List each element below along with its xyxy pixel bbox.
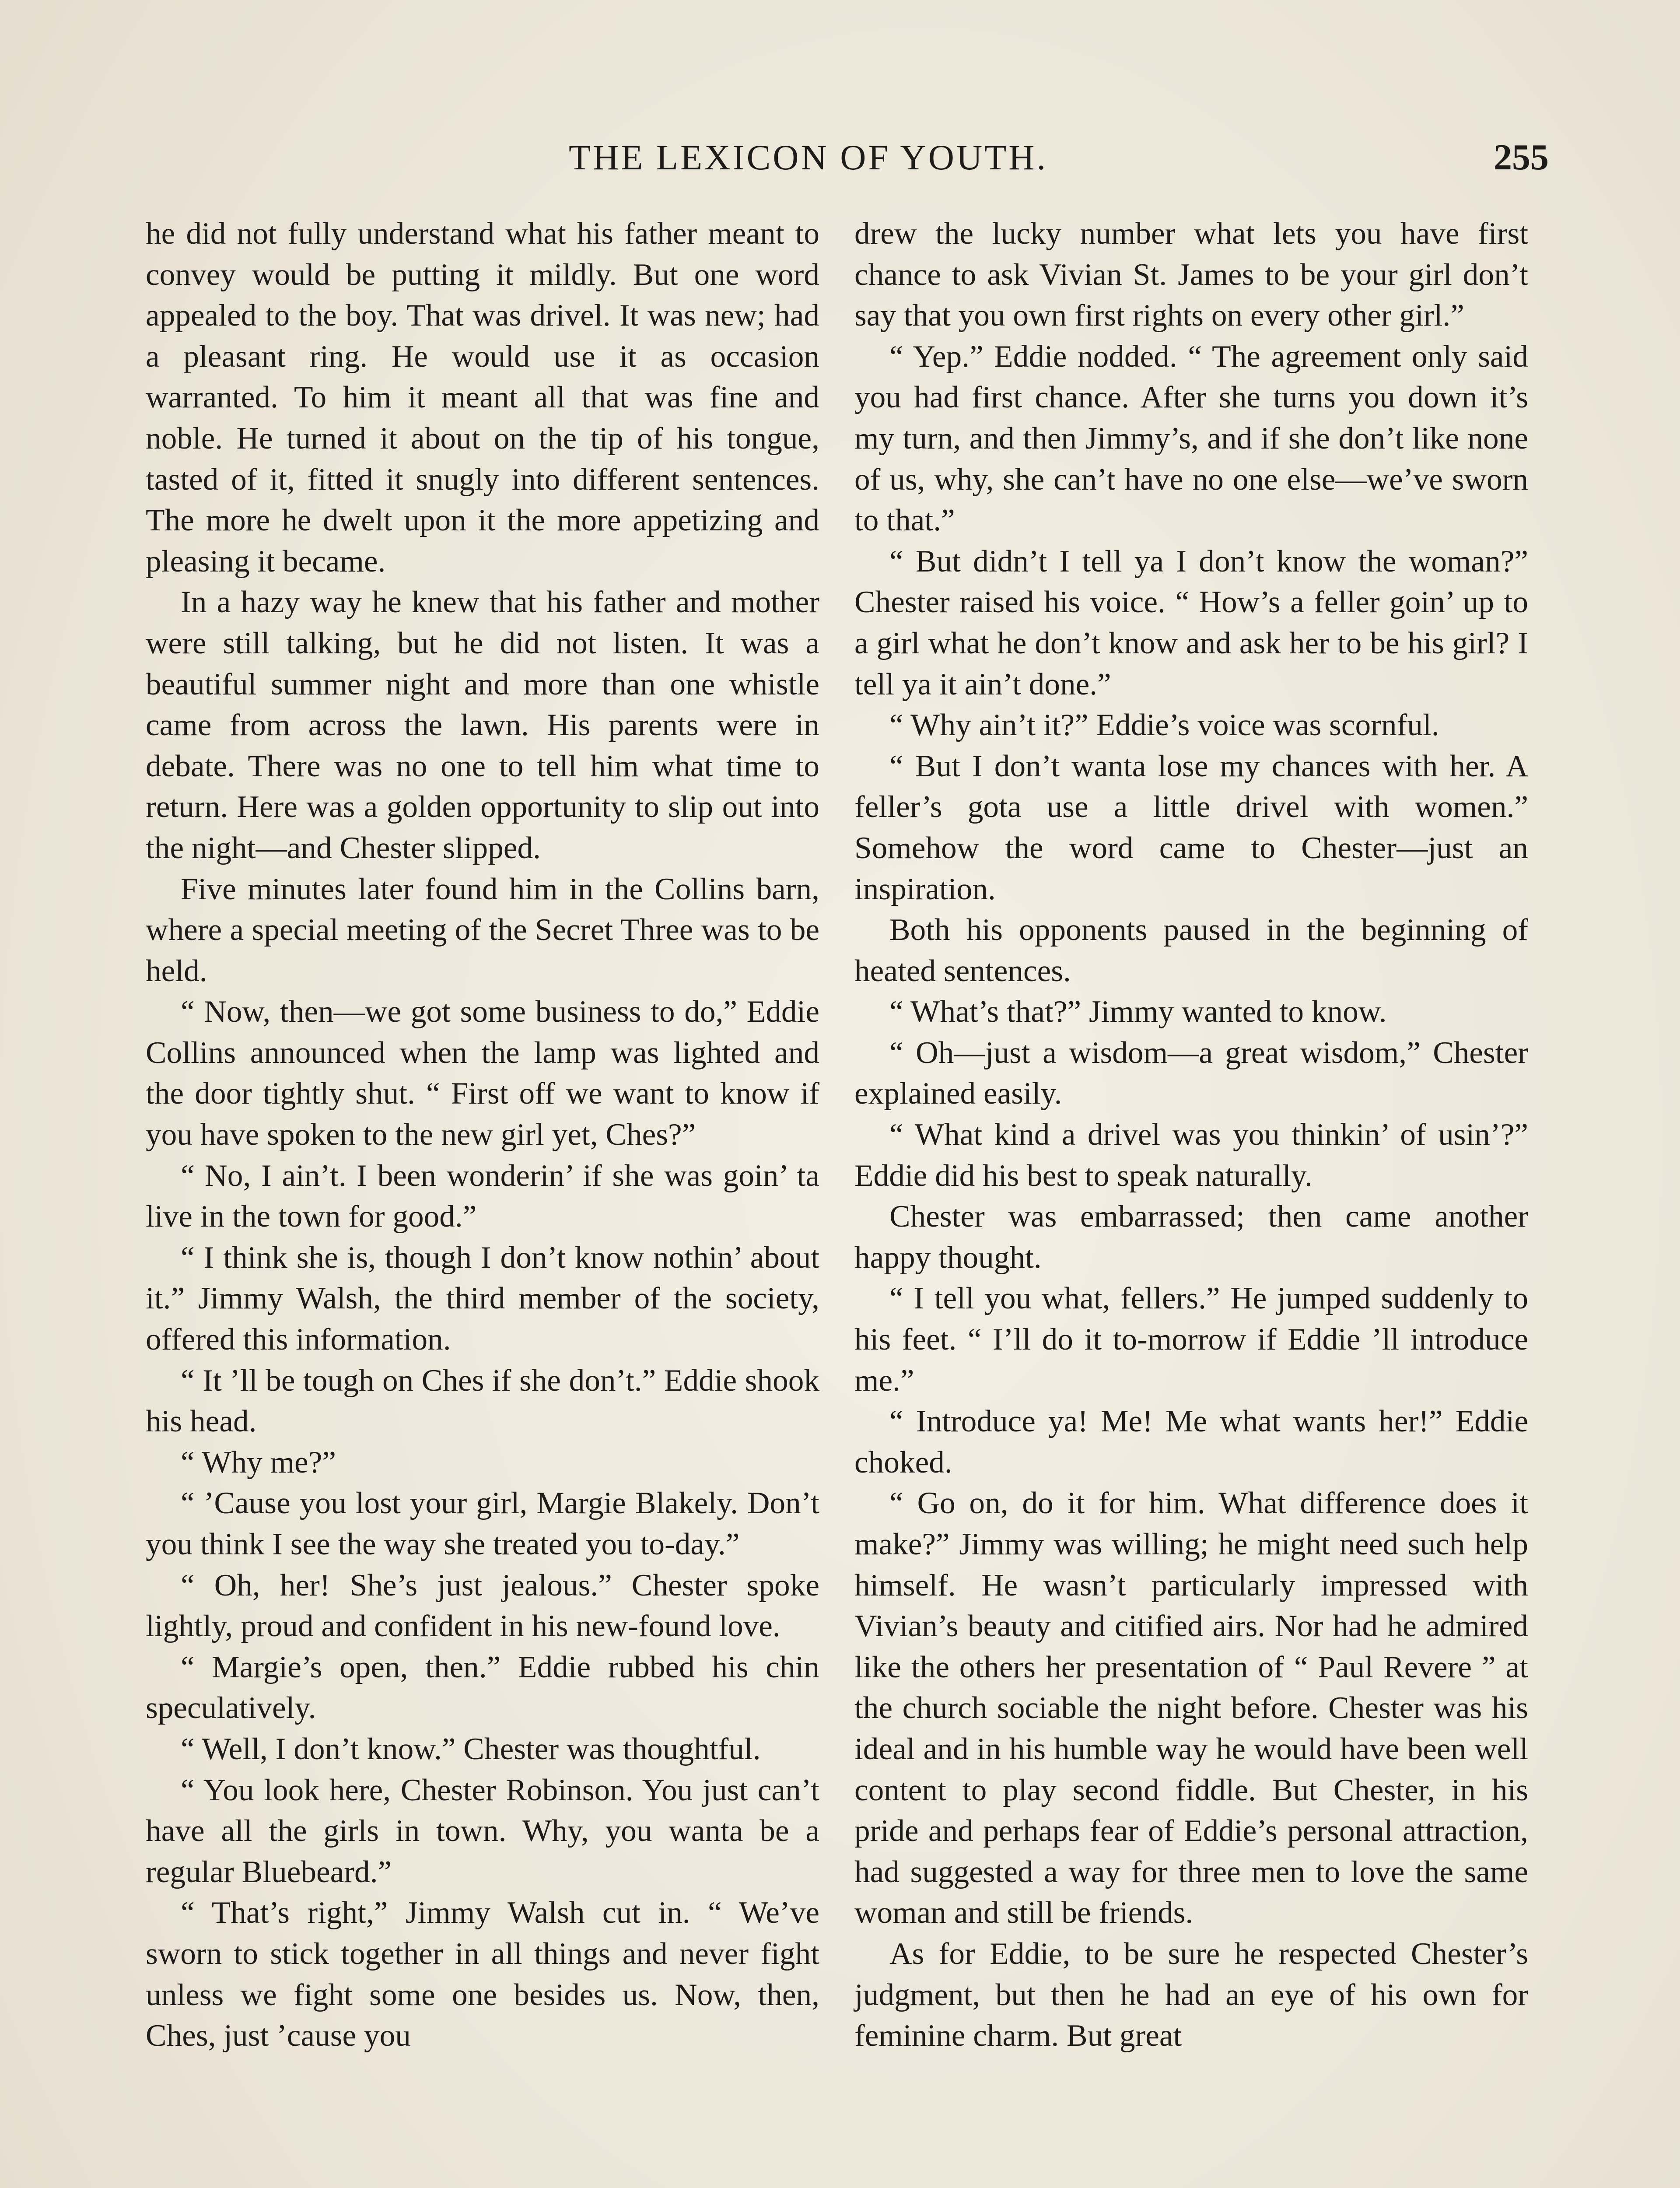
paragraph: As for Eddie, to be sure he respected Chester’s judgment, but then he had an eye of his own for feminine charm. But great (854, 1936, 1528, 2053)
paragraph: “ I tell you what, fellers.” He jumped suddenly to his feet. “ I’ll do it to-morrow if Eddie ’ll introduce me.” (854, 1281, 1528, 1398)
paragraph: “ Why ain’t it?” Eddie’s voice was scornful. (889, 708, 1439, 743)
paragraph: “ Now, then—we got some business to do,” Eddie Collins announced when the lamp was lighted and the door tightly shut. “ First off we want to know if you have spoken to the new girl yet, Ches?” (146, 994, 819, 1152)
paragraph: “ Go on, do it for him. What difference does it make?” Jimmy was willing; he might need such help himself. He wasn’t particularly impressed with Vivian’s beauty and citified airs. Nor had he admired like the others her presentation of “ Paul Revere ” at the church sociable the night before. Chester was his ideal and in his humble way he would have been well content to play second fiddle. But Chester, in his pride and perhaps fear of Eddie’s personal attraction, had suggested a way for three men to love the same woman and still be friends. (854, 1486, 1528, 1930)
paragraph: Five minutes later found him in the Collins barn, where a special meeting of the Secret Three was to be held. (146, 871, 819, 988)
paragraph: Both his opponents paused in the beginning of heated sentences. (854, 912, 1528, 988)
paragraph: “ ’Cause you lost your girl, Margie Blakely. Don’t you think I see the way she treated you to-day.” (146, 1486, 819, 1561)
paragraph: “ Oh, her! She’s just jealous.” Chester spoke lightly, proud and confident in his new-found love. (146, 1567, 819, 1644)
paragraph: In a hazy way he knew that his father and mother were still talking, but he did not listen. It was a beautiful summer night and more than one whistle came from across the lawn. His parents were in debate. There was no one to tell him what time to return. Here was a golden opportunity to slip out into the night—and Chester slipped. (146, 585, 819, 865)
paragraph: “ Oh—just a wisdom—a great wisdom,” Chester explained easily. (854, 1035, 1528, 1111)
paragraph: he did not fully understand what his father meant to convey would be putting it mildly. But one word appealed to the boy. That was drivel. It was new; had a pleasant ring. He would use it as occasion warranted. To him it meant all that was fine and noble. He turned it about on the tip of his tongue, tasted of it, fitted it snugly into different sentences. The more he dwelt upon it the more appetizing and pleasing it became. (146, 216, 819, 579)
paragraph: “ What’s that?” Jimmy wanted to know. (889, 994, 1387, 1029)
paragraph: “ You look here, Chester Robinson. You just can’t have all the girls in town. Why, you wanta be a regular Bluebeard.” (146, 1772, 819, 1889)
right-column (854, 213, 1528, 2056)
paragraph: “ That’s right,” Jimmy Walsh cut in. “ We’ve sworn to stick together in all things and never fight unless we fight some one besides us. Now, then, Ches, just ’cause you (146, 1895, 819, 2053)
paragraph: Chester was embarrassed; then came another happy thought. (854, 1199, 1528, 1275)
left-column (146, 213, 819, 2056)
paragraph: “ It ’ll be tough on Ches if she don’t.” Eddie shook his head. (146, 1363, 819, 1439)
paragraph: “ Yep.” Eddie nodded. “ The agreement only said you had first chance. After she turns you down it’s my turn, and then Jimmy’s, and if she don’t like none of us, why, she can’t have no one else—we’ve sworn to that.” (854, 339, 1528, 538)
running-title: THE LEXICON OF YOUTH. (569, 137, 1048, 177)
running-head (569, 131, 1549, 184)
paragraph: “ Introduce ya! Me! Me what wants her!” Eddie choked. (854, 1404, 1528, 1480)
paragraph: “ Why me?” (181, 1445, 336, 1480)
paragraph: “ No, I ain’t. I been wonderin’ if she was goin’ ta live in the town for good.” (146, 1158, 819, 1234)
paragraph: “ Well, I don’t know.” Chester was thoughtful. (181, 1731, 761, 1766)
paragraph: “ But I don’t wanta lose my chances with her. A feller’s gota use a little drivel with women.” Somehow the word came to Chester—just an inspiration. (854, 748, 1528, 906)
paragraph: drew the lucky number what lets you have first chance to ask Vivian St. James to be your girl don’t say that you own first rights on every other girl.” (854, 216, 1528, 333)
paragraph: “ I think she is, though I don’t know nothin’ about it.” Jimmy Walsh, the third member of the society, offered this information. (146, 1240, 819, 1357)
paragraph: “ Margie’s open, then.” Eddie rubbed his chin speculatively. (146, 1649, 819, 1725)
page-number: 255 (1494, 137, 1549, 178)
paragraph: “ What kind a drivel was you thinkin’ of usin’?” Eddie did his best to speak naturally. (854, 1117, 1528, 1193)
paragraph: “ But didn’t I tell ya I don’t know the woman?” Chester raised his voice. “ How’s a feller goin’ up to a girl what he don’t know and ask her to be his girl? I tell ya it ain’t done.” (854, 543, 1528, 701)
